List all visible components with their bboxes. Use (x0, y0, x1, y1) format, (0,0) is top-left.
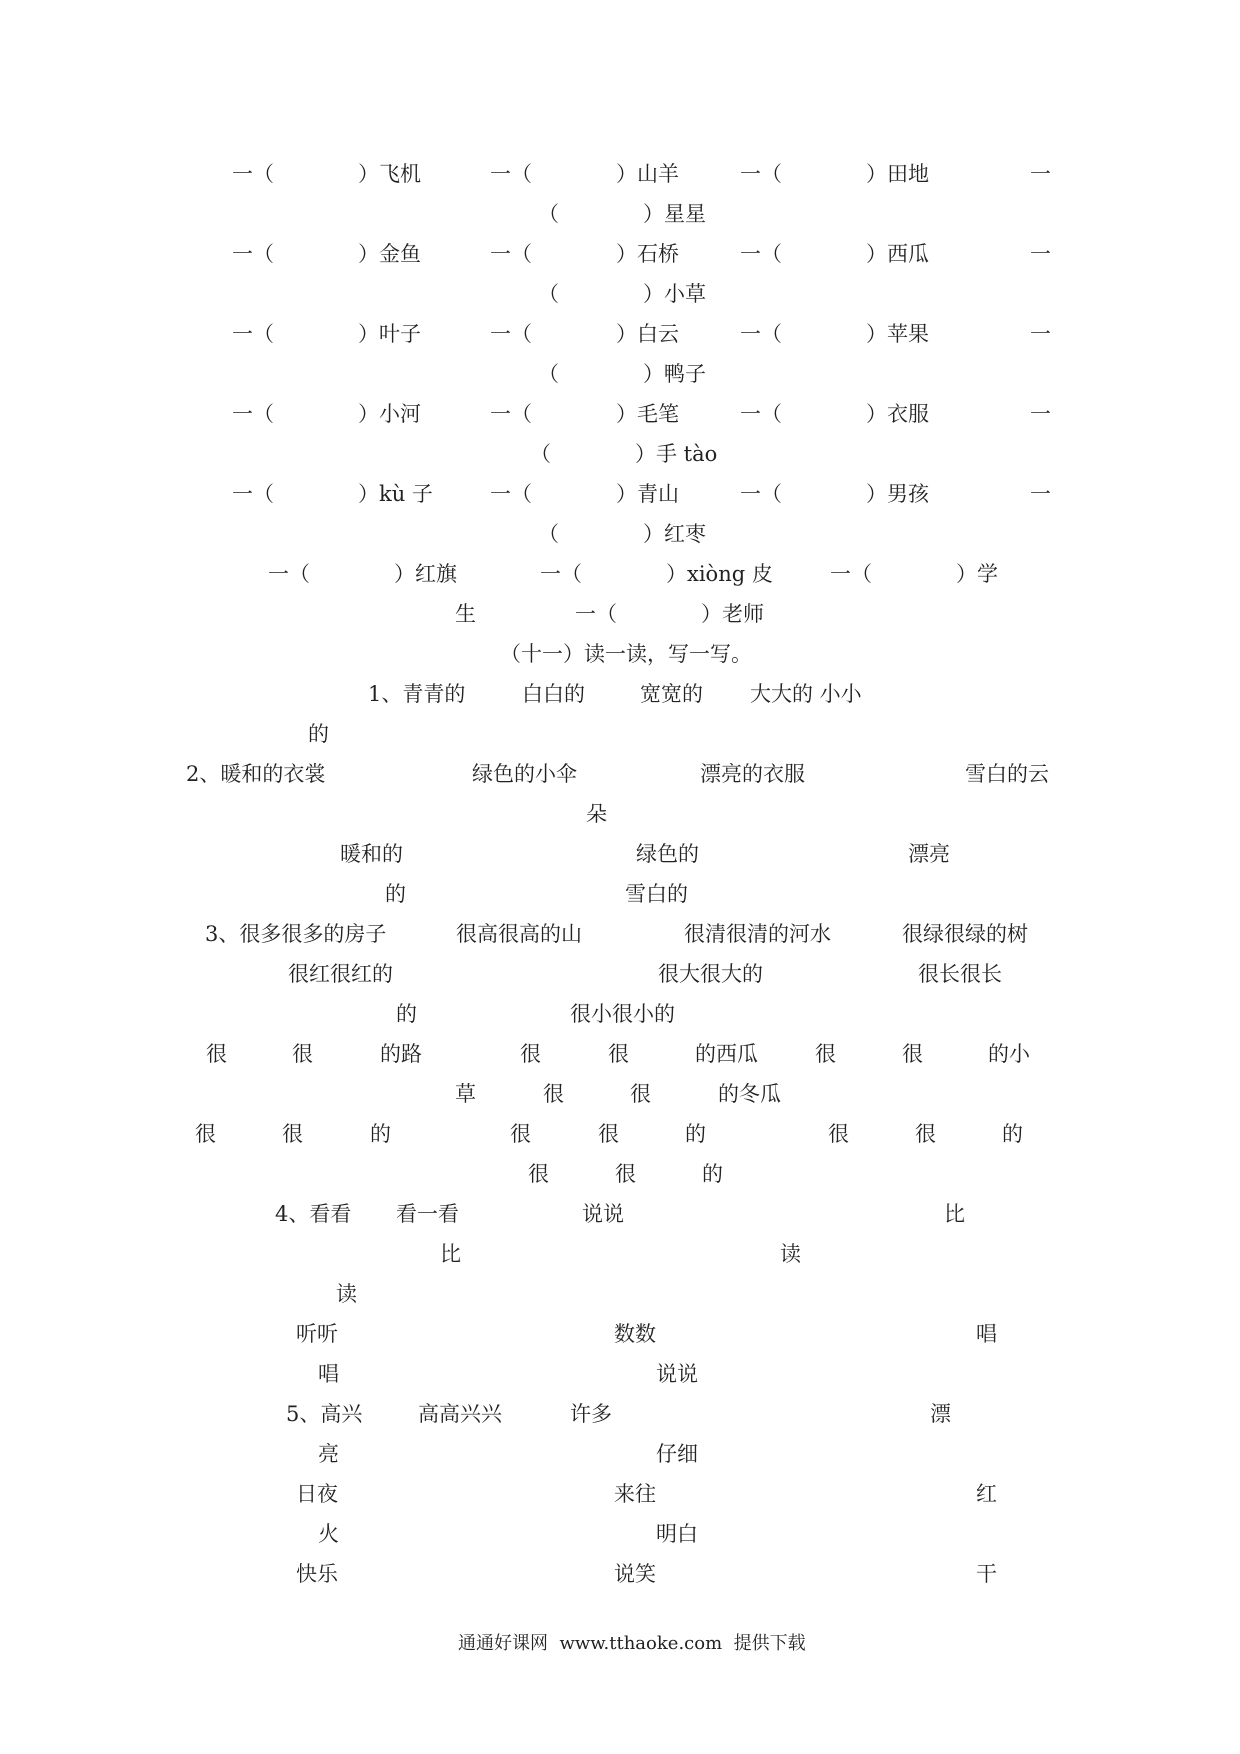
word: 仔细 (656, 1442, 698, 1466)
word: 的小 (988, 1042, 1030, 1066)
fill-item: 一 (1030, 322, 1051, 346)
fill-item: 一 (1030, 162, 1051, 186)
word: 的 (685, 1122, 706, 1146)
word: 很 (292, 1042, 313, 1066)
word: 快乐 (296, 1562, 338, 1586)
fill-item: 一（ ）山羊 (490, 162, 679, 186)
fill-item: 一 (1030, 482, 1051, 506)
word: 漂亮的衣服 (700, 762, 805, 786)
word: 说说 (582, 1202, 624, 1226)
word: 高高兴兴 (418, 1402, 502, 1426)
fill-item: 一（ ）xiòng 皮 (540, 562, 773, 586)
fill-item: 一 (1030, 402, 1051, 426)
word: 红 (976, 1482, 997, 1506)
word: 日夜 (296, 1482, 338, 1506)
word: 说说 (656, 1362, 698, 1386)
word: 3、很多很多的房子 (205, 922, 387, 946)
word: 的 (385, 882, 406, 906)
word: 很清很清的河水 (684, 922, 831, 946)
word: 明白 (656, 1522, 698, 1546)
word: 2、暖和的衣裳 (186, 762, 326, 786)
fill-item: 一（ ）白云 (490, 322, 679, 346)
word: 宽宽的 (640, 682, 703, 706)
word: 漂 (930, 1402, 951, 1426)
word: 很 (902, 1042, 923, 1066)
word: 漂亮 (908, 842, 950, 866)
word: 很长很长 (918, 962, 1002, 986)
word: 读 (780, 1242, 801, 1266)
fill-item: （ ）手 tào (530, 442, 718, 466)
fill-item: 一（ ）石桥 (490, 242, 679, 266)
word: 读 (336, 1282, 357, 1306)
word: 来往 (614, 1482, 656, 1506)
word: 很绿很绿的树 (902, 922, 1028, 946)
word: 绿色的小伞 (472, 762, 577, 786)
word: 的 (702, 1162, 723, 1186)
fill-item: （ ）红枣 (538, 522, 706, 546)
fill-item: 一（ ）小河 (232, 402, 421, 426)
word: 听听 (296, 1322, 338, 1346)
word: 的路 (380, 1042, 422, 1066)
word: 很 (195, 1122, 216, 1146)
word: 火 (318, 1522, 339, 1546)
word: 很 (915, 1122, 936, 1146)
word: 数数 (614, 1322, 656, 1346)
fill-item: 一（ ）田地 (740, 162, 929, 186)
word: 雪白的 (625, 882, 688, 906)
word: 暖和的 (340, 842, 403, 866)
fill-item: 一（ ）红旗 (268, 562, 457, 586)
word: 的西瓜 (695, 1042, 758, 1066)
word: 4、看看 (275, 1202, 352, 1226)
fill-item: 一（ ）学 (830, 562, 998, 586)
word: 比 (944, 1202, 965, 1226)
word: 很 (528, 1162, 549, 1186)
word: 的冬瓜 (718, 1082, 781, 1106)
fill-item: 一（ ）金鱼 (232, 242, 421, 266)
word: 很 (282, 1122, 303, 1146)
word: 说笑 (614, 1562, 656, 1586)
word: 大大的 小小 (750, 682, 862, 706)
fill-item: 一（ ）衣服 (740, 402, 929, 426)
section-title: （十一）读一读，写一写。 (500, 642, 752, 666)
word: 比 (440, 1242, 461, 1266)
word: 很高很高的山 (456, 922, 582, 946)
word: 亮 (318, 1442, 339, 1466)
word: 很 (598, 1122, 619, 1146)
word: 唱 (318, 1362, 339, 1386)
word: 的 (396, 1002, 417, 1026)
fill-item: 一 (1030, 242, 1051, 266)
word: 很 (543, 1082, 564, 1106)
word: 很红很红的 (288, 962, 393, 986)
word: 很 (520, 1042, 541, 1066)
fill-item: 一（ ）叶子 (232, 322, 421, 346)
word: 很小很小的 (570, 1002, 675, 1026)
word: 很大很大的 (658, 962, 763, 986)
word: 1、青青的 (368, 682, 466, 706)
word: 许多 (570, 1402, 612, 1426)
word: 很 (510, 1122, 531, 1146)
word: 很 (828, 1122, 849, 1146)
word: 草 (455, 1082, 476, 1106)
fill-item: 一（ ）苹果 (740, 322, 929, 346)
fill-item: 生 (455, 602, 476, 626)
fill-item: 一（ ）kù 子 (232, 482, 433, 506)
word: 5、高兴 (286, 1402, 363, 1426)
page-footer: 通通好课网 www.tthaoke.com 提供下载 (458, 1633, 806, 1654)
fill-item: （ ）星星 (538, 202, 706, 226)
word: 很 (630, 1082, 651, 1106)
word: 很 (206, 1042, 227, 1066)
word: 的 (1002, 1122, 1023, 1146)
fill-item: （ ）小草 (538, 282, 706, 306)
fill-item: 一（ ）男孩 (740, 482, 929, 506)
word: 干 (976, 1562, 997, 1586)
word: 看一看 (396, 1202, 459, 1226)
word: 唱 (976, 1322, 997, 1346)
word: 很 (615, 1162, 636, 1186)
word: 很 (608, 1042, 629, 1066)
word: 绿色的 (636, 842, 699, 866)
fill-item: 一（ ）飞机 (232, 162, 421, 186)
word: 的 (308, 722, 329, 746)
fill-item: 一（ ）老师 (575, 602, 764, 626)
fill-item: （ ）鸭子 (538, 362, 706, 386)
word: 白白的 (522, 682, 585, 706)
word: 朵 (586, 802, 607, 826)
word: 很 (815, 1042, 836, 1066)
fill-item: 一（ ）毛笔 (490, 402, 679, 426)
fill-item: 一（ ）青山 (490, 482, 679, 506)
word: 的 (370, 1122, 391, 1146)
fill-item: 一（ ）西瓜 (740, 242, 929, 266)
word: 雪白的云 (965, 762, 1049, 786)
